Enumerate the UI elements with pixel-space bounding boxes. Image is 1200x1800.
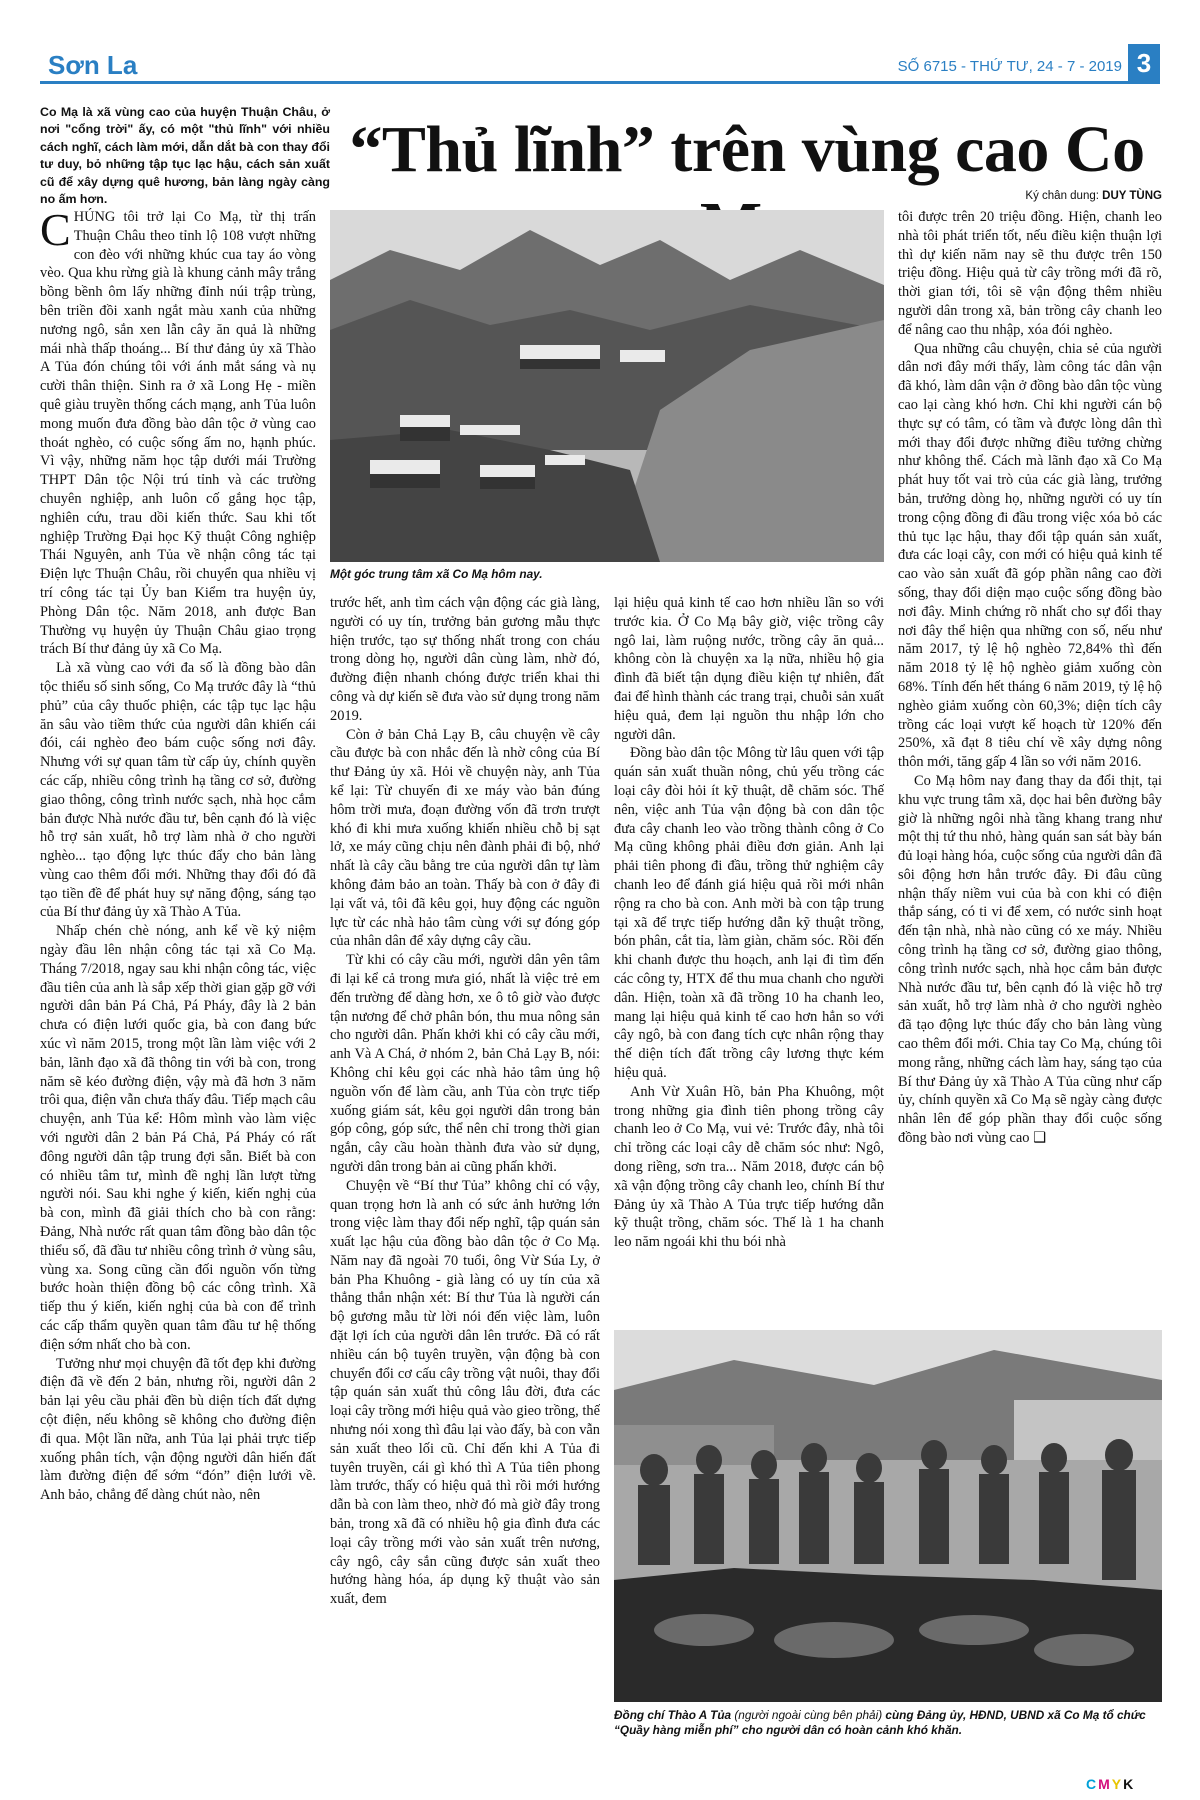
caption-part: (người ngoài cùng bên phải): [731, 1708, 886, 1722]
photo-caption: Một góc trung tâm xã Co Mạ hôm nay.: [330, 567, 543, 581]
article-column-3: [614, 594, 884, 1316]
caption-part: cùng Đảng ủy, HĐND, UBND xã Co Mạ tổ chức “Quầy hàng miễn phí” cho người dân có hoàn cảnh khó khăn.: [614, 1708, 1146, 1737]
photo-village-center: [330, 210, 884, 562]
paragraph: CHÚNG tôi trở lại Co Mạ, từ thị trấn Thuận Châu theo tỉnh lộ 108 vượt những con đèo với những khúc cua tay áo vòng vèo. Qua khu rừng già là khung cảnh mây trắng bồng bềnh ôm lấy những đỉnh núi trập trùng, bên triền đồi xanh ngắt màu xanh của những nương ngô, sắn xen lẫn cây ăn quả là những mái nhà thấp thoáng... Bí thư đảng ủy xã Thào A Tủa đón chúng tôi với ánh mắt sáng và nụ cười thân thiện. Sinh ra ở xã Long Hẹ - miền quê giàu truyền thống cách mạng, anh Tủa luôn mong muốn đưa đồng bào dân tộc ở vùng cao thoát nghèo, có cuộc sống ấm no, hạnh phúc. Vì vậy, những năm học tập dưới mái Trường THPT Dân tộc Nội trú tỉnh và các trường chuyên nghiệp, anh luôn cố gắng học tập, nghiên cứu, trau dồi kiến thức. Sau khi tốt nghiệp Trường Đại học Kỹ thuật Công nghiệp Thái Nguyên, anh Tủa về nhận công tác tại Điện lực Thuận Châu, rồi chuyển qua nhiều vị trí công tác tại Ủy ban Kiểm tra huyện ủy, Phòng Dân tộc. Năm 2018, anh được Ban Thường vụ huyện ủy Thuận Châu giao trọng trách Bí thư đảng ủy xã Co Mạ.: [40, 208, 316, 658]
page-header: [40, 38, 1160, 84]
article-column-2: [330, 594, 600, 1760]
byline-label: Ký chân dung:: [1025, 190, 1099, 202]
drop-cap: C: [40, 208, 71, 255]
paragraph: lại hiệu quả kinh tế cao hơn nhiều lần so với trước kia. Ở Co Mạ bây giờ, việc trồng cây ngô lai, làm ruộng nước, trồng cây ăn quả... không còn là chuyện xa lạ nữa, nhiều hộ gia đình đã biết tận dụng điều kiện tự nhiên, đất đai để hình thành các trang trại, chuỗi sản xuất hiệu quả, đem lại nguồn thu nhập lớn cho người dân.: [614, 595, 884, 743]
article-title: “Thủ lĩnh” trên vùng cao Co: [349, 113, 1145, 186]
magenta-mark: M: [1098, 1776, 1112, 1792]
photo-free-market-event: [614, 1330, 1162, 1702]
photo-caption: [614, 1708, 1162, 1738]
paragraph: Đồng bào dân tộc Mông từ lâu quen với tập quán sản xuất thuần nông, chủ yếu trồng các loại cây đòi hỏi ít kỹ thuật, dễ chăm sóc. Thế nên, việc anh Tủa vận động bà con dân tộc đưa cây chanh leo vào trồng thành công ở Co Mạ cũng không phải điều đơn giản. Anh lại phải tiên phong đi đầu, trồng thử nghiệm cây chanh leo để đánh giá hiệu quả rồi mới nhân rộng ra cho bà con. Anh mời bà con tập trung tại xã để trực tiếp hướng dẫn kỹ thuật trồng, bón phân, cắt tỉa, làm giàn, chăm sóc. Rồi đến khi chanh được thu hoạch, anh lại đi tìm đến các công ty, HTX để thu mua chanh cho người dân. Hiện, toàn xã đã trồng 10 ha chanh leo, mang lại hiệu quả kinh tế cao hơn hẳn so với cây ngô, bà con đang tích cực nhân rộng thay thế diện tích đất trồng cây lương thực kém hiệu quả.: [614, 745, 884, 1081]
paragraph: Còn ở bản Chả Lạy B, câu chuyện về cây cầu được bà con nhắc đến là nhờ công của Bí thư Đảng ủy xã. Hỏi về chuyện này, anh Tủa kể lại: Từ chuyến đi xe máy vào bản đúng hôm trời mưa, đoạn đường vốn đã trơn trượt khó đi khi mưa xuống khiến nhiều chỗ bị sạt lở, xe máy cũng chịu nên đành phải đi bộ, nhớ nhất là cây cầu bằng tre của người dân tự làm không đảm bảo an toàn. Thấy bà con ở đây đi lại vất vả, tôi đã kêu gọi, huy động các nguồn lực từ các nhà hảo tâm cùng với sự đóng góp của nhân dân để xây dựng cây cầu.: [330, 726, 600, 950]
issue-info: SỐ 6715 - THỨ TƯ, 24 - 7 - 2019: [897, 58, 1122, 75]
page-number: 3: [1128, 44, 1160, 82]
landscape-photo-illustration: [330, 210, 884, 562]
paragraph: Nhấp chén chè nóng, anh kể về kỷ niệm ngày đầu lên nhận công tác tại xã Co Mạ. Tháng 7/2018, ngay sau khi nhận công tác, việc đầu tiên của anh là sắp xếp thời gian gặp gỡ với người dân bản Pá Chả, Pá Pháy, đây là 2 bản chưa có điện lưới quốc gia, bà con đang bức xúc vì năm 2015, trong một lần làm việc với 2 bản, lãnh đạo xã đã thông tin với bà con, trong năm sẽ kéo đường điện, vậy mà đã hơn 3 năm trôi qua, điện vẫn chưa thấy đâu. Tiếp mạch câu chuyện, anh Tủa kể: Hôm mình vào làm việc với người dân 2 bản Pá Chả, Pá Pháy có rất đông người dân tập trung đợi sẵn. Biết bà con có nhiều tâm tư, mình đề nghị lần lượt từng người nói. Sau khi nghe ý kiến, kiến nghị của bà con, mình đã giải thích cho bà con rằng: Đảng, Nhà nước rất quan tâm đồng bào dân tộc thiểu số, đã đầu tư nhiều công trình ở vùng sâu, vùng xa. Song cũng cần đối nguồn vốn từng bước hoàn thiện đồng bộ các công trình. Xã tiếp thu ý kiến, kiến nghị của bà con để trình các cấp thẩm quyền quan tâm đầu tư hệ thống điện sớm nhất cho bà con.: [40, 923, 316, 1353]
paragraph: trước hết, anh tìm cách vận động các già làng, người có uy tín, trưởng bản gương mẫu thực hiện trước, tạo sự thống nhất trong con cháu trong dòng họ, người dân cùng làm, nhờ đó, đường điện nhanh chóng được triển khai thi công và dự kiến sẽ đưa vào sử dụng trong năm 2019.: [330, 595, 600, 724]
paragraph: Co Mạ hôm nay đang thay da đổi thịt, tại khu vực trung tâm xã, dọc hai bên đường bây giờ là những ngôi nhà tầng khang trang như một thị tứ thu nhỏ, hàng quán san sát bày bán đủ loại hàng hóa, cuộc sống của người dân đã sôi động hơn hẳn trước đây. Đi đâu cũng nhận thấy niềm vui của bà con khi có điện thắp sáng, có ti vi để xem, có nước sinh hoạt đến tận nhà, nhà nào cũng có xe máy. Nhiều công trình hạ tầng cơ sở, đường giao thông, công trình nước sạch, nhà học cắm bản được Nhà nước đầu tư, bên cạnh đó là việc hỗ trợ sản xuất, hỗ trợ làm nhà ở cho người nghèo đã tạo động lực thúc đẩy cho bản làng vùng cao thêm đổi mới. Chia tay Co Mạ, chúng tôi mong rằng, những cách làm hay, sáng tạo của Bí thư Đảng ủy xã Thào A Tủa cũng như cấp ủy, chính quyền xã Co Mạ sẽ ngày càng được nhân lên để góp phần thay đổi cuộc sống đồng bào nơi vùng cao ❑: [898, 772, 1162, 1147]
byline: [1000, 190, 1162, 202]
cyan-mark: C: [1086, 1776, 1099, 1792]
paragraph: tôi được trên 20 triệu đồng. Hiện, chanh leo nhà tôi phát triển tốt, nếu điều kiện thuận lợi thì dự kiến năm nay sẽ thu được trên 150 triệu đồng. Hiệu quả từ cây trồng mới đã rõ, thời gian tới, tôi sẽ vận động thêm nhiều người dân trong xã, bản trồng cây chanh leo để nâng cao thu nhập, xóa đói nghèo.: [898, 209, 1162, 338]
section-name: Sơn La: [48, 50, 138, 80]
crowd-photo-illustration: [614, 1330, 1162, 1702]
cmyk-color-marks: [1086, 1776, 1135, 1792]
black-mark: K: [1123, 1776, 1136, 1792]
byline-author: DUY TÙNG: [1102, 190, 1162, 202]
article-column-1: [40, 208, 316, 1760]
article-sapo: Co Mạ là xã vùng cao của huyện Thuận Châu, ở nơi "cổng trời" ấy, có một "thủ lĩnh" với nhiều cách nghĩ, cách làm mới, dẫn dắt bà con thay đổi tư duy, bỏ những tập tục lạc hậu, cách sản xuất cũ để xây dựng quê hương, bản làng ngày càng no ấm hơn.: [40, 105, 330, 207]
paragraph: Tưởng như mọi chuyện đã tốt đẹp khi đường điện đã về đến 2 bản, nhưng rồi, người dân 2 bản lại yêu cầu phải đền bù diện tích đất dựng cột điện, nếu không sẽ không cho đường điện đi qua. Một lần nữa, anh Tủa lại phải trực tiếp xuống phân tích, vận động người dân hiến đất làm đường điện để sớm “đón” điện lưới về. Anh bảo, chẳng để dàng chút nào, nên: [40, 1355, 316, 1504]
caption-part: Đồng chí Thào A Tủa: [614, 1708, 732, 1722]
paragraph: Từ khi có cây cầu mới, người dân yên tâm đi lại kể cả trong mưa gió, nhất là việc trẻ em đến trường để dàng hơn, xe ô tô giờ vào được tận nương để chở phân bón, thu mua nông sản cho người dân. Phấn khởi khi có cây cầu mới, anh Và A Chá, ở nhóm 2, bản Chả Lạy B, nói: Không chỉ kêu gọi các nhà hảo tâm ủng hộ nguồn vốn để làm cầu, anh Tủa còn trực tiếp xuống giám sát, kêu gọi người dân trong bản góp công, góp sức, thể nên chỉ trong thời gian ngắn, cây cầu hoàn thành đưa vào sử dụng, người dân trong bản ai cũng phấn khởi.: [330, 952, 600, 1175]
paragraph: Anh Vừ Xuân Hồ, bản Pha Khuông, một trong những gia đình tiên phong trồng cây chanh leo ở Co Mạ, vui vẻ: Trước đây, nhà tôi chỉ trồng các loại cây dễ chăm sóc như: Ngô, dong riềng, sơn tra... Năm 2018, được cán bộ xã vận động trồng cây chanh leo, chính Bí thư Đảng ủy xã Thào A Tủa trực tiếp hướng dẫn kỹ thuật trồng, chăm sóc. Thế là 1 ha chanh leo năm ngoái khi thu bói nhà: [614, 1083, 884, 1251]
paragraph: Qua những câu chuyện, chia sẻ của người dân nơi đây mới thấy, làm công tác dân vận đã khó, làm dân vận ở đồng bào dân tộc vùng cao lại càng khó hơn. Chỉ khi người cán bộ thực sự có tâm, có tầm và được lòng dân thì mới thay đổi được những điều tưởng chừng như không thể. Cách mà lãnh đạo xã Co Mạ phát huy tốt vai trò của các già làng, trưởng bản, trưởng dòng họ, những người có uy tín trong cộng đồng đi đầu trong việc xóa bỏ các thủ tục lạc hậu, thay đổi tập quán sản xuất, đưa các loại cây, con mới có hiệu quả kinh tế cao vào sản xuất đã góp phần nâng cao đời sống, thay đổi diện mạo cuộc sống đồng bào nơi đây. Minh chứng rõ nhất cho sự đổi thay nơi đây thể hiện qua những con số, nếu như năm 2017, tỷ lệ hộ nghèo 72,84% thì đến năm 2018 tỷ lệ hộ nghèo giảm xuống còn 68%. Tính đến hết tháng 6 năm 2019, tỷ lệ hộ nghèo giảm xuống còn 60,3%; diện tích cây trồng các loại vượt kế hoạch từ 120% đến 250%, xã đạt 8 tiêu chí về xây dựng nông thôn mới, tăng gấp 4 lần so với năm 2016.: [898, 340, 1162, 771]
yellow-mark: Y: [1111, 1776, 1124, 1792]
paragraph: Chuyện về “Bí thư Tủa” không chỉ có vậy, quan trọng hơn là anh có sức ảnh hưởng lớn trong việc làm thay đổi nếp nghĩ, tập quán sản xuất lạc hậu của đồng bào dân tộc ở Co Mạ. Năm nay đã ngoài 70 tuổi, ông Vừ Súa Ly, ở bản Pha Khuông - già làng có uy tín của xã thẳng thắn nhận xét: Bí thư Tủa là người cán bộ gương mẫu từ lời nói đến việc làm, luôn đặt lợi ích của người dân lên trước. Đã có rất nhiều cán bộ tuyên truyền, vận động bà con chuyển đổi cơ cấu cây trồng vật nuôi, thay đổi tập quán sản xuất thủ công lâu đời, đưa các loại cây trồng mới hiệu quả vào gieo trồng, thế nhưng nói xong thì đâu lại vào đấy, bà con vẫn sản xuất theo lối cũ. Chỉ đến khi A Tủa đi tuyên truyền, cái gì khó thì A Tủa tiên phong làm trước, thấy có hiệu quả thì rồi mới hướng dẫn bà con làm theo, nhờ đó mà giờ đây trong bản, trong xã đã có nhiều hộ gia đình đưa các loại cây trồng mới vào sản xuất trên nương, cây ngô, cây sắn cũng được sản xuất theo hướng hàng hóa, áp dụng kỹ thuật vào sản xuất, đem: [330, 1177, 600, 1608]
paragraph: Là xã vùng cao với đa số là đồng bào dân tộc thiểu số sinh sống, Co Mạ trước đây là “thủ phủ” của cây thuốc phiện, các tập tục lạc hậu ăn sâu vào tiềm thức của người dân khiến cái đói, cái nghèo đeo bám cuộc sống nơi đây. Nhưng với sự quan tâm từ cấp ủy, chính quyền các cấp, nhiều công trình hạ tầng cơ sở, đường giao thông, công trình nước sạch, nhà học cắm bản được Nhà nước đầu tư, bên cạnh đó là việc hỗ trợ sản xuất, hỗ trợ làm nhà ở cho người nghèo... tạo động lực thúc đẩy cho bản làng vùng cao thêm đổi mới. Những thay đổi đó đã tạo tiền đề để phát huy sự năng động, sáng tạo của Bí thư đảng ủy xã Thào A Tủa.: [40, 660, 316, 921]
article-column-4: [898, 208, 1162, 1316]
